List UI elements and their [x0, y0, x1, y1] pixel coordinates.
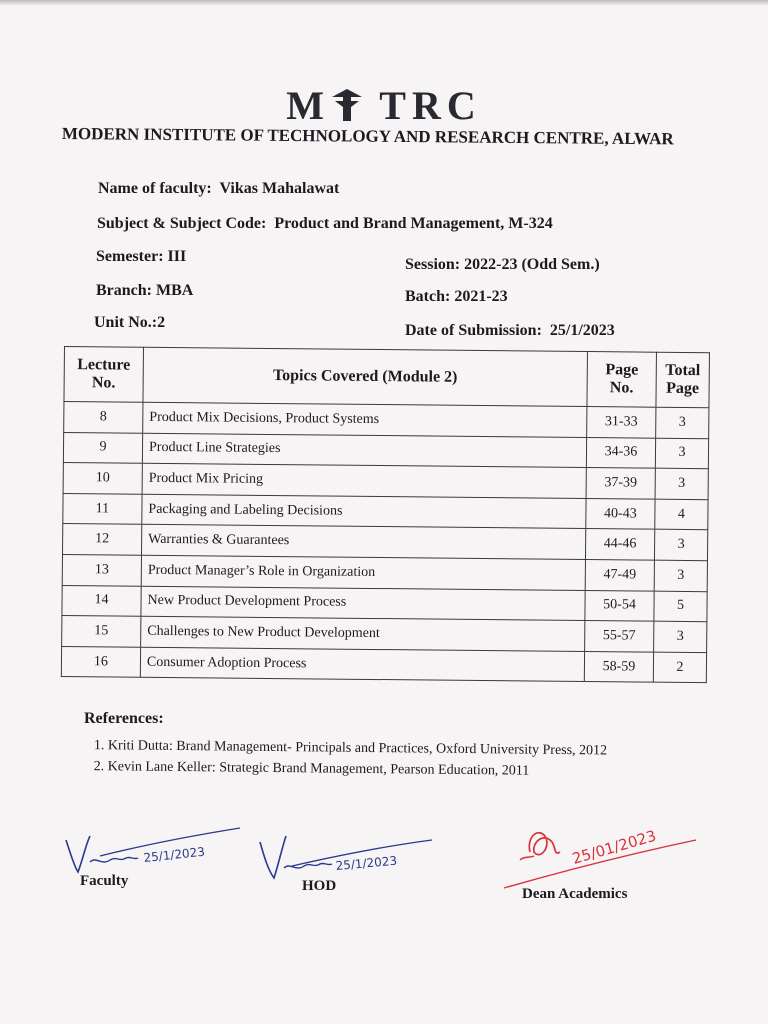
faculty-signature-label: Faculty	[80, 873, 129, 889]
logo-emblem-icon	[330, 87, 364, 123]
table-row	[61, 646, 706, 683]
pages-cell: 55-57	[585, 621, 654, 652]
hod-sign-date: 25/1/2023	[335, 853, 398, 873]
references-heading: References:	[84, 710, 164, 727]
branch-label: Branch:	[96, 282, 152, 299]
unit-value: 2	[157, 314, 166, 331]
pages-cell: 58-59	[584, 651, 653, 682]
total-cell: 3	[654, 560, 707, 591]
pages-cell: 31-33	[587, 407, 656, 438]
topic-cell: Product Line Strategies	[142, 433, 586, 468]
header-page: Page No.	[587, 352, 657, 408]
logo-text: M TRC	[286, 83, 482, 128]
lecture-cell: 11	[63, 493, 142, 524]
scan-edge	[0, 0, 768, 6]
batch-field	[405, 288, 508, 306]
topic-cell: Challenges to New Product Development	[141, 616, 585, 651]
pages-cell: 50-54	[585, 590, 654, 621]
lecture-cell: 15	[62, 616, 141, 647]
topic-cell: Product Mix Pricing	[142, 463, 586, 498]
reference-item: 2. Kevin Lane Keller: Strategic Brand Management, Pearson Education, 2011	[108, 756, 607, 782]
dean-signature	[500, 812, 700, 892]
submission-field	[405, 322, 615, 340]
total-cell: 5	[654, 591, 707, 622]
batch-value: 2021-23	[454, 288, 508, 305]
lecture-cell: 16	[61, 646, 140, 677]
session-value: 2022-23 (Odd Sem.)	[464, 256, 600, 273]
lecture-cell: 9	[63, 432, 142, 463]
total-cell: 3	[655, 468, 708, 499]
hod-signature	[256, 828, 446, 888]
branch-value: MBA	[156, 282, 194, 299]
unit-field	[94, 314, 165, 332]
lecture-cell: 12	[62, 524, 141, 555]
total-cell: 2	[653, 652, 706, 683]
lecture-cell: 14	[62, 585, 141, 616]
semester-label: Semester:	[96, 248, 164, 265]
semester-field	[96, 248, 186, 266]
hod-signature-label: HOD	[302, 878, 337, 894]
topics-table	[61, 346, 710, 684]
topic-cell: Product Manager’s Role in Organization	[141, 555, 585, 590]
branch-field	[96, 282, 193, 300]
header-total: Total Page	[656, 352, 710, 408]
dean-signature-label: Dean Academics	[522, 886, 628, 902]
batch-label: Batch:	[405, 288, 451, 305]
faculty-field	[98, 180, 339, 198]
session-field	[405, 256, 600, 274]
total-cell: 3	[655, 438, 708, 469]
pages-cell: 44-46	[585, 529, 654, 560]
topic-cell: New Product Development Process	[141, 586, 585, 621]
topic-cell: Warranties & Guarantees	[141, 525, 585, 560]
institute-name: MODERN INSTITUTE OF TECHNOLOGY AND RESEARCH CENTRE, ALWAR	[61, 124, 674, 149]
unit-label: Unit No.:	[94, 314, 158, 331]
institute-logo	[0, 82, 768, 129]
pages-cell: 34-36	[586, 437, 655, 468]
submission-value: 25/1/2023	[549, 322, 615, 339]
pages-cell: 40-43	[586, 498, 655, 529]
lecture-cell: 10	[63, 463, 142, 494]
header-lecture: Lecture No.	[64, 347, 144, 403]
reference-item: 1. Kriti Dutta: Brand Management- Principals and Practices, Oxford University Press, 2012	[108, 735, 607, 761]
subject-label: Subject & Subject Code:	[97, 215, 267, 232]
pages-cell: 47-49	[585, 559, 654, 590]
faculty-label: Name of faculty:	[98, 180, 212, 197]
table-header-row	[64, 347, 709, 408]
total-cell: 4	[655, 499, 708, 530]
semester-value: III	[167, 248, 187, 265]
lecture-cell: 8	[64, 402, 143, 433]
faculty-sign-date: 25/1/2023	[142, 844, 206, 865]
topic-cell: Packaging and Labeling Decisions	[142, 494, 586, 529]
references-list	[86, 735, 608, 782]
total-cell: 3	[654, 621, 707, 652]
header-topics: Topics Covered (Module 2)	[143, 347, 588, 406]
total-cell: 3	[656, 407, 709, 438]
submission-label: Date of Submission:	[405, 322, 542, 339]
lecture-cell: 13	[62, 554, 141, 585]
subject-value: Product and Brand Management, M-324	[274, 215, 553, 232]
total-cell: 3	[654, 530, 707, 561]
faculty-value: Vikas Mahalawat	[219, 180, 340, 197]
session-label: Session:	[405, 256, 461, 273]
topic-cell: Consumer Adoption Process	[140, 647, 584, 682]
pages-cell: 37-39	[586, 468, 655, 499]
dean-sign-date: 25/01/2023	[570, 826, 659, 868]
subject-field	[97, 215, 553, 233]
topic-cell: Product Mix Decisions, Product Systems	[143, 402, 587, 437]
